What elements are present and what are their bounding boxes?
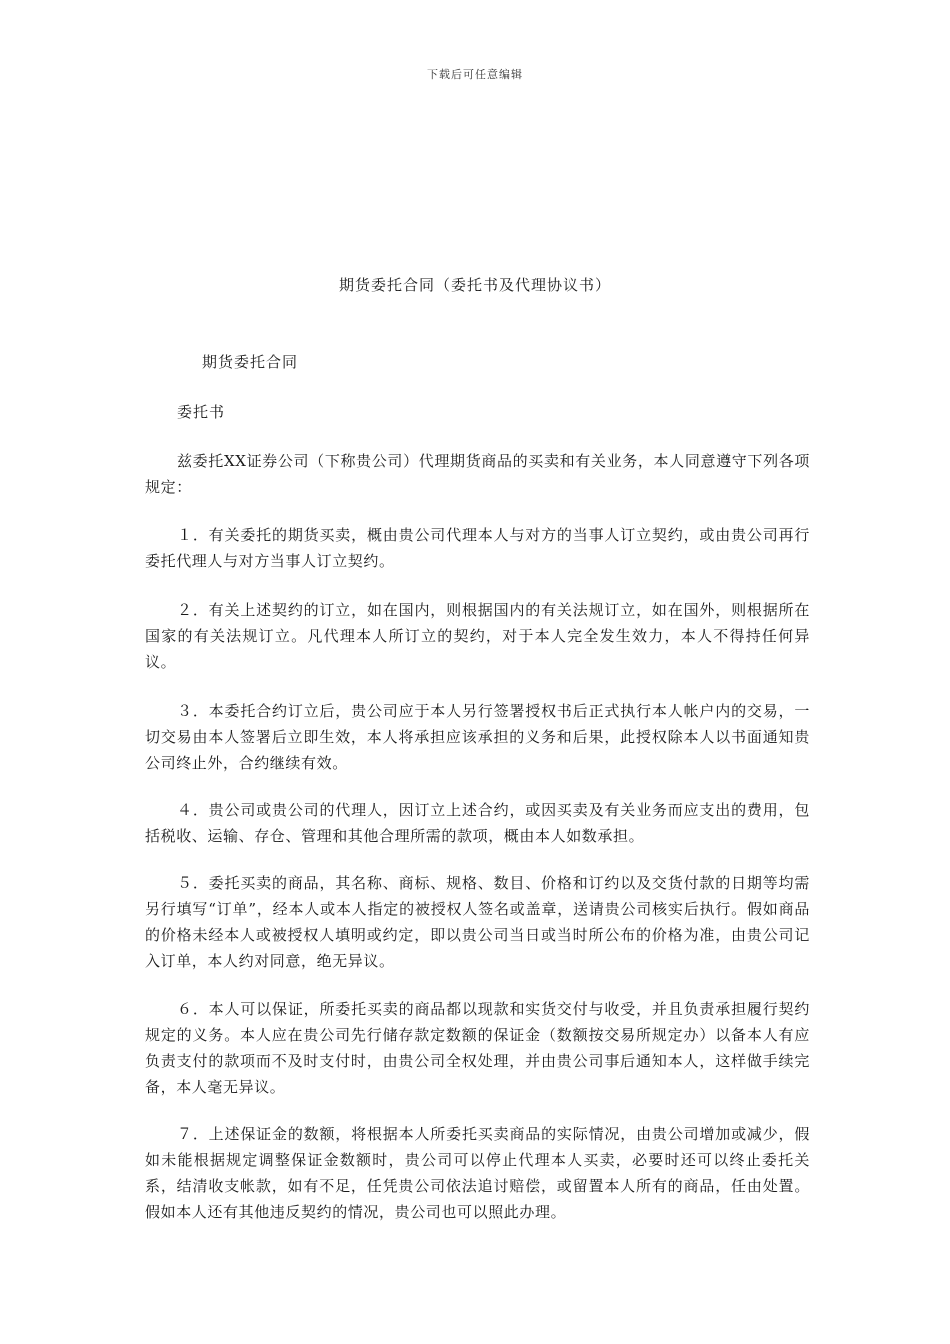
clause-paragraph: １．有关委托的期货买卖，概由贵公司代理本人与对方的当事人订立契约，或由贵公司再行委托代理人与对方当事人订立契约。 xyxy=(145,526,810,570)
section-label: 委托书 xyxy=(177,403,226,421)
document-subtitle: 期货委托合同 xyxy=(202,353,299,371)
clause-paragraph: ６．本人可以保证，所委托买卖的商品都以现款和实货交付与收受，并且负责承担履行契约规定的义务。本人应在贵公司先行储存款定数额的保证金（数额按交易所规定办）以备本人有应负责支付的款项而不及时支付时，由贵公司全权处理，并由贵公司事后通知本人，这样做手续完备，本人毫无异议。 xyxy=(145,1000,810,1096)
clause-paragraph: ２．有关上述契约的订立，如在国内，则根据国内的有关法规订立，如在国外，则根据所在国家的有关法规订立。凡代理本人所订立的契约，对于本人完全发生效力，本人不得持任何异议。 xyxy=(145,601,810,671)
document-title: 期货委托合同（委托书及代理协议书） xyxy=(338,276,611,294)
clause-paragraph: ７．上述保证金的数额，将根据本人所委托买卖商品的实际情况，由贵公司增加或减少，假如未能根据规定调整保证金数额时，贵公司可以停止代理本人买卖，必要时还可以终止委托关系，结清收支帐款，如有不足，任凭贵公司依法追讨赔偿，或留置本人所有的商品，任由处置。假如本人还有其他违反契约的情况，贵公司也可以照此办理。 xyxy=(145,1125,810,1221)
intro-paragraph: 兹委托XX证券公司（下称贵公司）代理期货商品的买卖和有关业务，本人同意遵守下列各项规定： xyxy=(145,452,810,496)
clause-paragraph: ３．本委托合约订立后，贵公司应于本人另行签署授权书后正式执行本人帐户内的交易，一切交易由本人签署后立即生效，本人将承担应该承担的义务和后果，此授权除本人以书面通知贵公司终止外，合约继续有效。 xyxy=(145,702,810,772)
page-header-note: 下载后可任意编辑 xyxy=(427,68,523,81)
clause-paragraph: ４．贵公司或贵公司的代理人，因订立上述合约，或因买卖及有关业务而应支出的费用，包括税收、运输、存仓、管理和其他合理所需的款项，概由本人如数承担。 xyxy=(145,801,810,845)
clause-paragraph: ５．委托买卖的商品，其名称、商标、规格、数目、价格和订约以及交货付款的日期等均需另行填写“订单”，经本人或本人指定的被授权人签名或盖章，送请贵公司核实后执行。假如商品的价格未经本人或被授权人填明或约定，即以贵公司当日或当时所公布的价格为准，由贵公司记入订单，本人约对同意，绝无异议。 xyxy=(145,874,810,970)
